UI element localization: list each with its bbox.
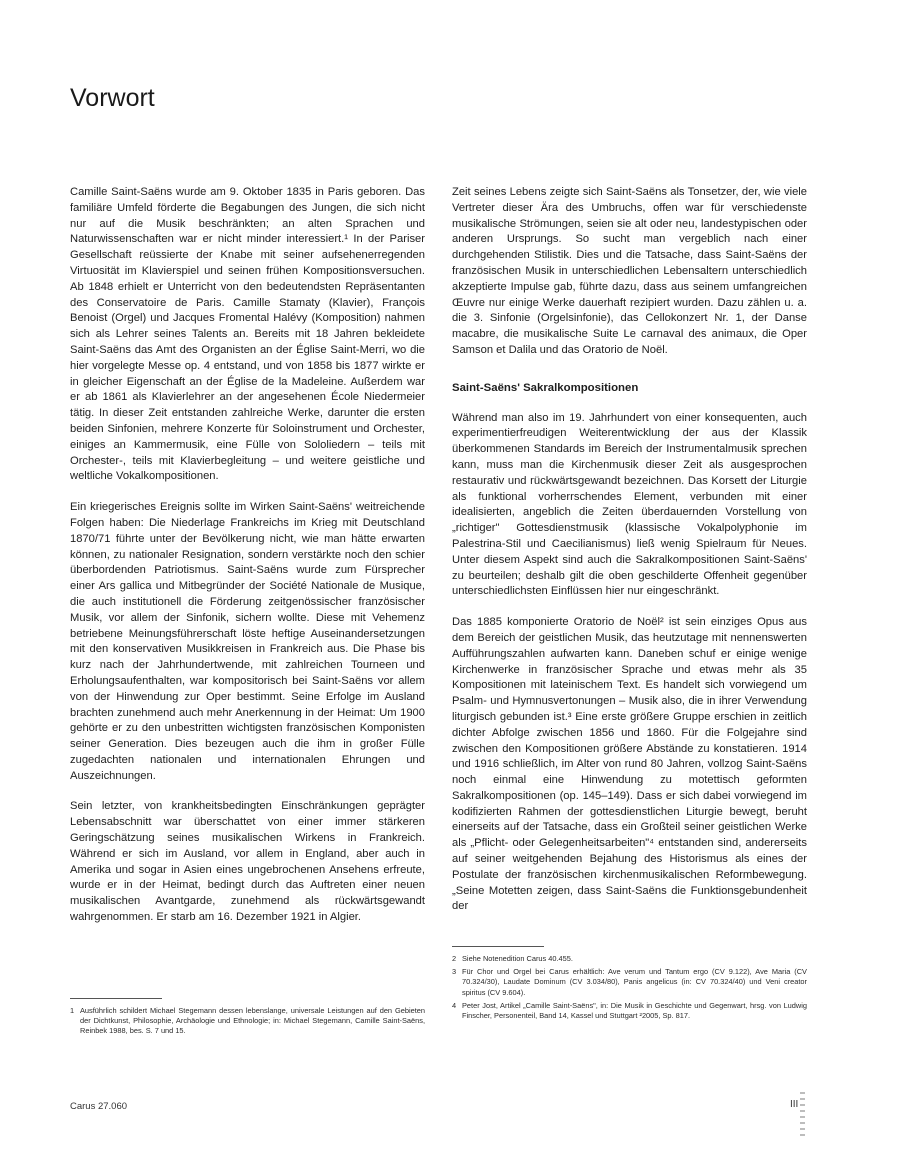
footnote-text: Peter Jost, Artikel „Camille Saint-Saëns", in: Die Musik in Geschichte und Gegenwart, hrsg. von Ludwig Finscher, Personenteil, Band 14, Kassel und Stuttgart ²2005, Sp. 817. — [462, 1000, 807, 1021]
publisher-catalog-number: Carus 27.060 — [70, 1101, 128, 1112]
left-column — [70, 185, 425, 941]
footnote-number: 2 — [452, 954, 457, 963]
footnote-text: Siehe Notenedition Carus 40.455. — [462, 954, 573, 963]
footnote-rule — [452, 946, 544, 947]
section-heading: Saint-Saëns' Sakralkompositionen — [452, 381, 639, 394]
footnote-number: 4 — [452, 1000, 457, 1010]
right-column — [452, 185, 807, 930]
footnote-number: 3 — [452, 967, 457, 977]
footnote-number: 1 — [70, 1006, 75, 1015]
body-paragraph: Ein kriegerisches Ereignis sollte im Wirken Saint-Saëns' weitreichende Folgen haben: Die Niederlage Frankreichs im Krieg mit Deutschland 1870/71 führte unter der Bevölkerung nicht, wie man hätte erwarten können, zu nationaler Resignation, sondern verstärkte noch den schier überbordenden Patriotismus. Saint-Saëns wurde zum Fürsprecher einer Ars gallica und Mitbegründer der Société Nationale de Musique, die auch institutionell die Förderung zeitgenössischer französischer Musik, vor allem der Sinfonik, sichern wollte. Diese mit Vehemenz betriebene Meinungsführerschaft löste heftige Auseinandersetzungen mit den konservativen Musikkreisen in Frankreich aus. Die Phase bis kurz nach der Jahrhundertwende, mit zahlreichen Tourneen und Erholungsaufenthalten, war kompositorisch bei Saint-Saëns vor allem von der Hinwendung zur Oper bestimmt. Seine Erfolge im Ausland brachten zunehmend auch mehr Anerkennung in der Heimat: Um 1900 gehörte er zu den unbestritten wichtigsten französischen Komponisten seiner Generation. Dies bezeugen auch die ihm in großer Fülle zugedachten nationalen und internationalen Ehrungen und Auszeichnungen. — [70, 501, 425, 782]
body-paragraph: Camille Saint-Saëns wurde am 9. Oktober 1835 in Paris geboren. Das familiäre Umfeld förderte die Begabungen des Jungen, die sich nicht nur auf die Musik beschränkten; an alten Sprachen und Naturwissenschaften war er nicht minder interessiert.¹ In der Pariser Gesellschaft reüssierte der Knabe mit seiner aufsehenerregenden Virtuosität im Klavierspiel und seinen frühen Kompositionsversuchen. Ab 1848 erhielt er Unterricht von den bedeutendsten Repräsentanten des Conservatoire de Paris. Camille Stamaty (Klavier), François Benoist (Orgel) und Jacques Fromental Halévy (Komposition) nahmen sich als Lehrer seines Talents an. Bereits mit 18 Jahren bekleidete Saint-Saëns das Amt des Organisten an der Église Saint-Merri, wo die hier vorgelegte Messe op. 4 entstand, und von 1858 bis 1877 wirkte er in gleicher Eigenschaft an der Église de la Madeleine. Außerdem war er ab 1861 als Klavierlehrer an der angesehenen École Niedermeier tätig. In dieser Zeit entstanden zahlreiche Werke, darunter die ersten beiden Sinfonien, mehrere Konzerte für Soloinstrument und Orchester, einiges an Kammermusik, eine Fülle von Sololiedern – teils mit Orchester-, teils mit Klavierbegleitung – und weitere geistliche und weltliche Vokalkompositionen. — [70, 186, 425, 483]
footnotes-right — [452, 946, 807, 1024]
footnote — [452, 967, 807, 998]
body-paragraph: Zeit seines Lebens zeigte sich Saint-Saëns als Tonsetzer, der, wie viele Vertreter dieser Ära des Umbruchs, offen war für verschiedenste musikalische Strömungen, seien sie alt oder neu, landestypischen oder anderen Ursprungs. So sucht man vergeblich nach einer durchgehenden Stilistik. Dies und die Tatsache, dass Saint-Saëns der französischen Musik in unterschiedlichen Lebensaltern unterschiedlich akzeptierte Impulse gab, führte dazu, dass aus seinem umfangreichen Œuvre nur einige Werke dauerhaft rezipiert wurden. Dazu zählen u. a. die 3. Sinfonie (Orgelsinfonie), das Cellokonzert Nr. 1, der Danse macabre, die musikalische Suite Le carnaval des animaux, die Oper Samson et Dalila und das Oratorio de Noël. — [452, 186, 807, 356]
body-paragraph: Das 1885 komponierte Oratorio de Noël² ist sein einziges Opus aus dem Bereich der geistlichen Musik, das heutzutage mit nennenswerten Aufführungszahlen aufwarten kann. Daneben schuf er einige wenige Kirchenwerke in französischer Sprache und etwas mehr als 35 Kompositionen mit lateinischem Text. Es handelt sich vorwiegend um Psalm- und Hymnusvertonungen – Musik also, die in ihrer Verwendung liturgisch gebunden ist.³ Eine erste größere Gruppe erschien in zeitlich dichter Abfolge zwischen 1856 und 1860. Für die Folgejahre sind zwischen den Kompositionen größere Abstände zu konstatieren. 1914 und 1916 schließlich, im Alter von rund 80 Jahren, vollzog Saint-Saëns noch einmal eine Hinwendung zu motettisch geformten Sakralkompositionen (op. 145–149). Dass er sich dabei vorwiegend im kodifizierten Rahmen der gottesdienstlichen Liturgie bewegt, beruht einerseits auf der Tatsache, dass ein Großteil seiner geistlichen Werke als „Pflicht- oder Gelegenheitsarbeiten"⁴ entstanden sind, andererseits auf seiner weitgehenden Bejahung des Historismus als eines der Postulate der französischen kirchenmusikalischen Reformbewegung. „Seine Motetten zeigen, dass Saint-Saëns die Funktionsgebundenheit der — [452, 616, 807, 913]
footnote-rule — [70, 998, 162, 999]
footnote-text: Für Chor und Orgel bei Carus erhältlich: Ave verum und Tantum ergo (CV 9.122), Ave Maria (CV 70.324/30), Laudate Dominum (CV 3.034/80), Panis angelicus (in: CV 70.324/40) und Veni creator spiritus (CV 9.604). — [462, 967, 807, 997]
footnote — [452, 954, 807, 964]
page-title: Vorwort — [70, 84, 155, 112]
footnote-text: Ausführlich schildert Michael Stegemann dessen lebenslange, universale Leistungen auf den Gebieten der Dichtkunst, Philosophie, Archäologie und Ethnologie; in: Michael Stegemann, Camille Saint-Saëns, Reinbek 1988, bes. S. 7 und 15. — [80, 1006, 425, 1036]
page-edge-marks — [800, 1092, 805, 1140]
footnote — [70, 1006, 425, 1037]
footnotes-left — [70, 998, 425, 1040]
body-paragraph: Während man also im 19. Jahrhundert von einer konsequenten, auch experimentierfreudigen Weiterentwicklung der aus der Klassik überkommenen Standards im Bereich der Instrumentalmusik sprechen kann, muss man die Kirchenmusik dieser Zeit als ausgesprochen restaurativ und rückwärtsgewandt bezeichnen. Das Korsett der Liturgie als funktional vorherrschendes Element, verbunden mit einer idealisierten, angeblich die Zeiten überdauernden Vorstellung von „richtiger" Gottesdienstmusik (klassische Vokalpolyphonie im Palestrina-Stil und Caecilianismus) ließ wenig Spielraum für Neues. Unter diesem Aspekt sind auch die Sakralkompositionen Saint-Saëns' zu beurteilen; deshalb gilt die oben geschilderte Offenheit gegenüber unterschiedlichsten Einflüssen hier nur eingeschränkt. — [452, 411, 807, 598]
page-number: III — [790, 1099, 799, 1110]
footnote — [452, 1001, 807, 1021]
body-paragraph: Sein letzter, von krankheitsbedingten Einschränkungen geprägter Lebensabschnitt war überschattet von einer immer stärkeren Geringschätzung seines musikalischen Wirkens in Frankreich. Während er sich im Ausland, vor allem in England, aber auch in Amerika und sogar in Asien eines ungebrochenen Ansehens erfreute, wurde er in der Heimat, bedingt durch das Auftreten einer neuen musikalischen Avantgarde, zunehmend als rückwärtsgewandt wahrgenommen. Er starb am 16. Dezember 1921 in Algier. — [70, 800, 425, 924]
